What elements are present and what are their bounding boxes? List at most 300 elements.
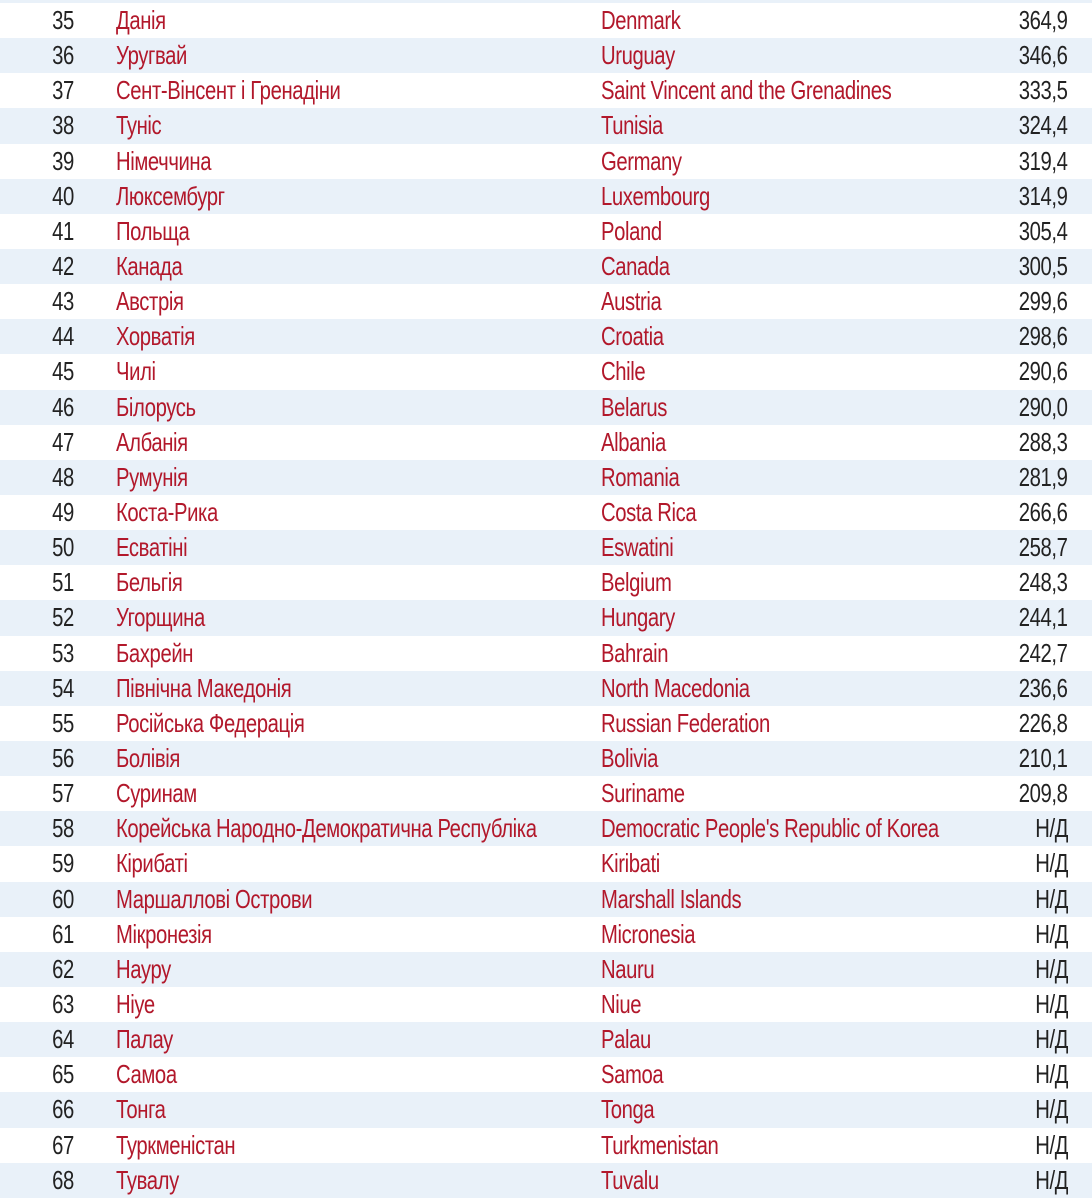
country-name-english-text: Samoa bbox=[601, 1059, 664, 1090]
table-row bbox=[0, 600, 1092, 635]
country-name-ukrainian bbox=[116, 882, 586, 917]
country-name-english bbox=[601, 38, 1001, 73]
table-row bbox=[0, 917, 1092, 952]
country-name-english-text: Kiribati bbox=[601, 848, 660, 879]
value-cell-text: 288,3 bbox=[1019, 426, 1068, 457]
rank-cell-text: 38 bbox=[52, 110, 74, 141]
value-cell-text: Н/Д bbox=[1035, 1129, 1068, 1160]
country-name-ukrainian-text: Маршаллові Острови bbox=[116, 883, 313, 914]
table-row bbox=[0, 38, 1092, 73]
country-name-ukrainian-text: Ніуе bbox=[116, 988, 155, 1019]
country-name-ukrainian-text: Австрія bbox=[116, 286, 184, 317]
table-row bbox=[0, 846, 1092, 881]
value-cell bbox=[968, 249, 1068, 284]
country-name-english-text: North Macedonia bbox=[601, 672, 750, 703]
value-cell bbox=[968, 776, 1068, 811]
table-row bbox=[0, 460, 1092, 495]
country-name-english-text: Micronesia bbox=[601, 918, 696, 949]
country-name-english bbox=[601, 144, 1001, 179]
country-name-english-text: Bolivia bbox=[601, 742, 659, 773]
country-name-english-text: Germany bbox=[601, 145, 682, 176]
country-name-english bbox=[601, 530, 1001, 565]
country-name-ukrainian-text: Румунія bbox=[116, 461, 188, 492]
country-name-ukrainian-text: Чилі bbox=[116, 356, 156, 387]
value-cell bbox=[968, 706, 1068, 741]
country-name-ukrainian bbox=[116, 425, 586, 460]
rank-cell-text: 45 bbox=[52, 356, 74, 387]
value-cell bbox=[968, 284, 1068, 319]
value-cell bbox=[968, 3, 1068, 38]
country-name-english bbox=[601, 952, 1001, 987]
rank-cell bbox=[36, 179, 90, 214]
rank-cell bbox=[36, 882, 90, 917]
rank-cell bbox=[36, 249, 90, 284]
country-name-english bbox=[601, 882, 1001, 917]
country-name-ukrainian-text: Польща bbox=[116, 215, 190, 246]
country-name-ukrainian bbox=[116, 987, 586, 1022]
value-cell-text: 209,8 bbox=[1019, 778, 1068, 809]
country-name-ukrainian-text: Бахрейн bbox=[116, 637, 194, 668]
country-name-english bbox=[601, 811, 1001, 846]
country-name-ukrainian bbox=[116, 3, 586, 38]
rank-cell-text: 36 bbox=[52, 40, 74, 71]
country-name-ukrainian bbox=[116, 1163, 586, 1198]
value-cell bbox=[968, 425, 1068, 460]
country-name-ukrainian bbox=[116, 706, 586, 741]
rank-cell-text: 66 bbox=[52, 1094, 74, 1125]
rank-cell-text: 67 bbox=[52, 1129, 74, 1160]
value-cell-text: 281,9 bbox=[1019, 461, 1068, 492]
country-name-ukrainian bbox=[116, 73, 586, 108]
country-name-ukrainian bbox=[116, 1092, 586, 1127]
country-name-english bbox=[601, 636, 1001, 671]
table-row bbox=[0, 425, 1092, 460]
rank-cell-text: 50 bbox=[52, 532, 74, 563]
value-cell bbox=[968, 319, 1068, 354]
value-cell-text: 244,1 bbox=[1019, 602, 1068, 633]
country-name-english bbox=[601, 460, 1001, 495]
country-name-ukrainian bbox=[116, 495, 586, 530]
country-name-english bbox=[601, 319, 1001, 354]
country-name-english-text: Belgium bbox=[601, 567, 672, 598]
country-name-ukrainian bbox=[116, 530, 586, 565]
value-cell-text: Н/Д bbox=[1035, 1094, 1068, 1125]
rank-cell-text: 51 bbox=[52, 567, 74, 598]
value-cell-text: 300,5 bbox=[1019, 250, 1068, 281]
value-cell bbox=[968, 354, 1068, 389]
country-name-english-text: Luxembourg bbox=[601, 180, 710, 211]
table-row bbox=[0, 882, 1092, 917]
rank-cell-text: 54 bbox=[52, 672, 74, 703]
country-name-ukrainian bbox=[116, 249, 586, 284]
value-cell-text: 298,6 bbox=[1019, 321, 1068, 352]
country-name-ukrainian bbox=[116, 636, 586, 671]
table-row bbox=[0, 73, 1092, 108]
country-name-ukrainian-text: Самоа bbox=[116, 1059, 177, 1090]
value-cell-text: 258,7 bbox=[1019, 532, 1068, 563]
country-name-ukrainian-text: Тонга bbox=[116, 1094, 166, 1125]
country-name-ukrainian bbox=[116, 671, 586, 706]
rank-cell bbox=[36, 952, 90, 987]
country-name-english bbox=[601, 1163, 1001, 1198]
rank-cell bbox=[36, 1057, 90, 1092]
country-name-english bbox=[601, 108, 1001, 143]
value-cell-text: 319,4 bbox=[1019, 145, 1068, 176]
country-name-english bbox=[601, 179, 1001, 214]
rank-cell-text: 64 bbox=[52, 1024, 74, 1055]
country-name-english bbox=[601, 390, 1001, 425]
country-name-ukrainian-text: Уругвай bbox=[116, 40, 187, 71]
country-name-english-text: Democratic People's Republic of Korea bbox=[601, 813, 939, 844]
rank-cell bbox=[36, 144, 90, 179]
table-row bbox=[0, 214, 1092, 249]
country-name-english bbox=[601, 776, 1001, 811]
country-name-ukrainian-text: Угорщина bbox=[116, 602, 205, 633]
value-cell bbox=[968, 882, 1068, 917]
country-name-english bbox=[601, 425, 1001, 460]
country-name-english bbox=[601, 354, 1001, 389]
value-cell bbox=[968, 565, 1068, 600]
value-cell bbox=[968, 600, 1068, 635]
country-name-english bbox=[601, 1128, 1001, 1163]
value-cell-text: 290,0 bbox=[1019, 391, 1068, 422]
country-name-ukrainian-text: Німеччина bbox=[116, 145, 212, 176]
table-row bbox=[0, 776, 1092, 811]
country-name-english bbox=[601, 495, 1001, 530]
value-cell-text: 324,4 bbox=[1019, 110, 1068, 141]
country-name-english-text: Russian Federation bbox=[601, 707, 770, 738]
table-row bbox=[0, 1022, 1092, 1057]
rank-cell-text: 49 bbox=[52, 496, 74, 527]
country-name-english-text: Belarus bbox=[601, 391, 668, 422]
country-name-ukrainian bbox=[116, 354, 586, 389]
value-cell bbox=[968, 144, 1068, 179]
country-name-ukrainian-text: Хорватія bbox=[116, 321, 195, 352]
rank-cell bbox=[36, 425, 90, 460]
country-name-ukrainian-text: Північна Македонія bbox=[116, 672, 292, 703]
country-name-ukrainian bbox=[116, 144, 586, 179]
country-name-english bbox=[601, 706, 1001, 741]
country-name-english-text: Palau bbox=[601, 1024, 651, 1055]
country-name-english-text: Suriname bbox=[601, 778, 685, 809]
country-name-ukrainian-text: Кірибаті bbox=[116, 848, 188, 879]
value-cell-text: 242,7 bbox=[1019, 637, 1068, 668]
value-cell-text: Н/Д bbox=[1035, 1024, 1068, 1055]
rank-cell-text: 41 bbox=[52, 215, 74, 246]
value-cell bbox=[968, 741, 1068, 776]
country-name-ukrainian-text: Албанія bbox=[116, 426, 188, 457]
country-name-ukrainian-text: Науру bbox=[116, 953, 171, 984]
table-row bbox=[0, 179, 1092, 214]
country-name-ukrainian-text: Туніс bbox=[116, 110, 162, 141]
table-row bbox=[0, 706, 1092, 741]
value-cell bbox=[968, 636, 1068, 671]
rank-cell-text: 58 bbox=[52, 813, 74, 844]
table-row bbox=[0, 144, 1092, 179]
rank-cell-text: 60 bbox=[52, 883, 74, 914]
country-name-english-text: Saint Vincent and the Grenadines bbox=[601, 75, 892, 106]
rank-cell-text: 56 bbox=[52, 742, 74, 773]
rank-cell-text: 37 bbox=[52, 75, 74, 106]
country-name-english bbox=[601, 1092, 1001, 1127]
country-name-english bbox=[601, 73, 1001, 108]
table-row bbox=[0, 390, 1092, 425]
value-cell-text: 290,6 bbox=[1019, 356, 1068, 387]
country-name-ukrainian bbox=[116, 811, 586, 846]
country-name-ukrainian bbox=[116, 1128, 586, 1163]
value-cell-text: Н/Д bbox=[1035, 1164, 1068, 1195]
country-name-english-text: Denmark bbox=[601, 5, 681, 35]
rank-cell-text: 43 bbox=[52, 286, 74, 317]
country-name-ukrainian-text: Есватіні bbox=[116, 532, 188, 563]
country-name-english-text: Albania bbox=[601, 426, 666, 457]
country-name-ukrainian bbox=[116, 1057, 586, 1092]
rank-cell-text: 47 bbox=[52, 426, 74, 457]
rank-cell bbox=[36, 460, 90, 495]
rank-cell bbox=[36, 284, 90, 319]
table-row bbox=[0, 671, 1092, 706]
country-name-english-text: Marshall Islands bbox=[601, 883, 742, 914]
table-row bbox=[0, 1163, 1092, 1198]
country-name-ukrainian bbox=[116, 917, 586, 952]
value-cell-text: 266,6 bbox=[1019, 496, 1068, 527]
rank-cell bbox=[36, 706, 90, 741]
rank-cell-text: 68 bbox=[52, 1164, 74, 1195]
value-cell bbox=[968, 1057, 1068, 1092]
country-name-english bbox=[601, 565, 1001, 600]
rank-cell-text: 44 bbox=[52, 321, 74, 352]
country-name-english-text: Canada bbox=[601, 250, 670, 281]
country-name-english bbox=[601, 249, 1001, 284]
value-cell bbox=[968, 1163, 1068, 1198]
value-cell bbox=[968, 460, 1068, 495]
value-cell bbox=[968, 73, 1068, 108]
country-name-ukrainian-text: Коста-Рика bbox=[116, 496, 218, 527]
value-cell-text: 314,9 bbox=[1019, 180, 1068, 211]
rank-cell-text: 59 bbox=[52, 848, 74, 879]
country-name-english bbox=[601, 917, 1001, 952]
value-cell bbox=[968, 390, 1068, 425]
table-row bbox=[0, 1128, 1092, 1163]
rank-cell-text: 61 bbox=[52, 918, 74, 949]
table-row bbox=[0, 952, 1092, 987]
rank-cell bbox=[36, 354, 90, 389]
rank-cell bbox=[36, 1128, 90, 1163]
rank-cell bbox=[36, 565, 90, 600]
rank-cell-text: 57 bbox=[52, 778, 74, 809]
country-name-english-text: Tonga bbox=[601, 1094, 655, 1125]
value-cell-text: 364,9 bbox=[1019, 5, 1068, 35]
value-cell-text: 333,5 bbox=[1019, 75, 1068, 106]
country-name-english-text: Costa Rica bbox=[601, 496, 697, 527]
country-name-ukrainian-text: Мікронезія bbox=[116, 918, 212, 949]
table-row bbox=[0, 495, 1092, 530]
country-name-ukrainian-text: Російська Федерація bbox=[116, 707, 305, 738]
value-cell bbox=[968, 1022, 1068, 1057]
rank-cell bbox=[36, 917, 90, 952]
rank-cell-text: 55 bbox=[52, 707, 74, 738]
country-name-ukrainian bbox=[116, 214, 586, 249]
rank-cell bbox=[36, 214, 90, 249]
rank-cell bbox=[36, 846, 90, 881]
country-name-english-text: Nauru bbox=[601, 953, 655, 984]
country-name-ukrainian-text: Люксембург bbox=[116, 180, 225, 211]
country-name-english-text: Romania bbox=[601, 461, 680, 492]
country-name-english-text: Uruguay bbox=[601, 40, 675, 71]
table-row bbox=[0, 3, 1092, 38]
rank-cell bbox=[36, 671, 90, 706]
value-cell bbox=[968, 179, 1068, 214]
country-name-ukrainian bbox=[116, 319, 586, 354]
country-name-english-text: Hungary bbox=[601, 602, 675, 633]
rank-cell bbox=[36, 1092, 90, 1127]
value-cell bbox=[968, 917, 1068, 952]
country-name-ukrainian-text: Тувалу bbox=[116, 1164, 179, 1195]
country-name-english bbox=[601, 846, 1001, 881]
country-name-ukrainian-text: Сент-Вінсент і Гренадіни bbox=[116, 75, 341, 106]
value-cell bbox=[968, 214, 1068, 249]
country-name-english-text: Turkmenistan bbox=[601, 1129, 719, 1160]
country-name-ukrainian bbox=[116, 741, 586, 776]
country-name-english bbox=[601, 600, 1001, 635]
country-name-english-text: Eswatini bbox=[601, 532, 674, 563]
rank-cell bbox=[36, 530, 90, 565]
rank-cell-text: 48 bbox=[52, 461, 74, 492]
rank-cell bbox=[36, 1022, 90, 1057]
country-name-english-text: Poland bbox=[601, 215, 662, 246]
table-row bbox=[0, 1092, 1092, 1127]
country-name-english bbox=[601, 284, 1001, 319]
country-name-english-text: Austria bbox=[601, 286, 662, 317]
value-cell bbox=[968, 846, 1068, 881]
country-name-ukrainian-text: Туркменістан bbox=[116, 1129, 236, 1160]
country-name-ukrainian-text: Суринам bbox=[116, 778, 197, 809]
country-name-english bbox=[601, 741, 1001, 776]
ranking-table bbox=[0, 3, 1092, 1198]
rank-cell bbox=[36, 600, 90, 635]
table-row bbox=[0, 565, 1092, 600]
table-row bbox=[0, 741, 1092, 776]
country-name-ukrainian bbox=[116, 776, 586, 811]
table-row bbox=[0, 249, 1092, 284]
rank-cell-text: 46 bbox=[52, 391, 74, 422]
rank-cell bbox=[36, 3, 90, 38]
table-row bbox=[0, 530, 1092, 565]
country-name-ukrainian bbox=[116, 1022, 586, 1057]
rank-cell bbox=[36, 987, 90, 1022]
rank-cell bbox=[36, 741, 90, 776]
value-cell-text: Н/Д bbox=[1035, 848, 1068, 879]
country-name-english-text: Bahrain bbox=[601, 637, 669, 668]
value-cell bbox=[968, 495, 1068, 530]
country-name-english-text: Tuvalu bbox=[601, 1164, 659, 1195]
rank-cell-text: 39 bbox=[52, 145, 74, 176]
rank-cell bbox=[36, 73, 90, 108]
rank-cell bbox=[36, 636, 90, 671]
country-name-ukrainian bbox=[116, 179, 586, 214]
value-cell bbox=[968, 530, 1068, 565]
rank-cell-text: 52 bbox=[52, 602, 74, 633]
value-cell-text: Н/Д bbox=[1035, 883, 1068, 914]
value-cell-text: 210,1 bbox=[1019, 742, 1068, 773]
country-name-english bbox=[601, 1057, 1001, 1092]
rank-cell bbox=[36, 319, 90, 354]
rank-cell-text: 65 bbox=[52, 1059, 74, 1090]
country-name-ukrainian bbox=[116, 460, 586, 495]
rank-cell bbox=[36, 390, 90, 425]
value-cell-text: 346,6 bbox=[1019, 40, 1068, 71]
country-name-ukrainian bbox=[116, 952, 586, 987]
value-cell bbox=[968, 811, 1068, 846]
value-cell-text: 305,4 bbox=[1019, 215, 1068, 246]
country-name-ukrainian-text: Болівія bbox=[116, 742, 181, 773]
value-cell bbox=[968, 108, 1068, 143]
rank-cell bbox=[36, 776, 90, 811]
table-row bbox=[0, 636, 1092, 671]
country-name-english-text: Tunisia bbox=[601, 110, 663, 141]
country-name-ukrainian-text: Бельгія bbox=[116, 567, 183, 598]
country-name-english-text: Chile bbox=[601, 356, 646, 387]
country-name-ukrainian bbox=[116, 600, 586, 635]
country-name-english bbox=[601, 214, 1001, 249]
value-cell-text: 236,6 bbox=[1019, 672, 1068, 703]
table-row bbox=[0, 1057, 1092, 1092]
rank-cell bbox=[36, 38, 90, 73]
rank-cell bbox=[36, 108, 90, 143]
country-name-ukrainian-text: Корейська Народно-Демократична Республіка bbox=[116, 813, 537, 844]
value-cell-text: Н/Д bbox=[1035, 1059, 1068, 1090]
value-cell bbox=[968, 1092, 1068, 1127]
country-name-english bbox=[601, 671, 1001, 706]
value-cell bbox=[968, 1128, 1068, 1163]
country-name-english-text: Croatia bbox=[601, 321, 664, 352]
value-cell bbox=[968, 952, 1068, 987]
rank-cell bbox=[36, 495, 90, 530]
table-row bbox=[0, 284, 1092, 319]
rank-cell-text: 62 bbox=[52, 953, 74, 984]
table-row bbox=[0, 319, 1092, 354]
value-cell-text: 226,8 bbox=[1019, 707, 1068, 738]
country-name-ukrainian-text: Канада bbox=[116, 250, 183, 281]
table-row bbox=[0, 354, 1092, 389]
country-name-ukrainian bbox=[116, 284, 586, 319]
rank-cell-text: 63 bbox=[52, 988, 74, 1019]
rank-cell-text: 53 bbox=[52, 637, 74, 668]
rank-cell-text: 42 bbox=[52, 250, 74, 281]
country-name-english-text: Niue bbox=[601, 988, 642, 1019]
country-name-english bbox=[601, 3, 1001, 38]
value-cell bbox=[968, 671, 1068, 706]
value-cell-text: 299,6 bbox=[1019, 286, 1068, 317]
country-name-english bbox=[601, 987, 1001, 1022]
rank-cell-text: 40 bbox=[52, 180, 74, 211]
value-cell bbox=[968, 987, 1068, 1022]
rank-cell bbox=[36, 1163, 90, 1198]
value-cell-text: Н/Д bbox=[1035, 918, 1068, 949]
country-name-ukrainian bbox=[116, 390, 586, 425]
value-cell-text: Н/Д bbox=[1035, 953, 1068, 984]
value-cell-text: 248,3 bbox=[1019, 567, 1068, 598]
table-row bbox=[0, 987, 1092, 1022]
rank-cell bbox=[36, 811, 90, 846]
country-name-ukrainian-text: Білорусь bbox=[116, 391, 196, 422]
country-name-ukrainian-text: Палау bbox=[116, 1024, 173, 1055]
value-cell-text: Н/Д bbox=[1035, 988, 1068, 1019]
country-name-ukrainian bbox=[116, 565, 586, 600]
country-name-english bbox=[601, 1022, 1001, 1057]
rank-cell-text: 35 bbox=[52, 5, 74, 35]
value-cell bbox=[968, 38, 1068, 73]
